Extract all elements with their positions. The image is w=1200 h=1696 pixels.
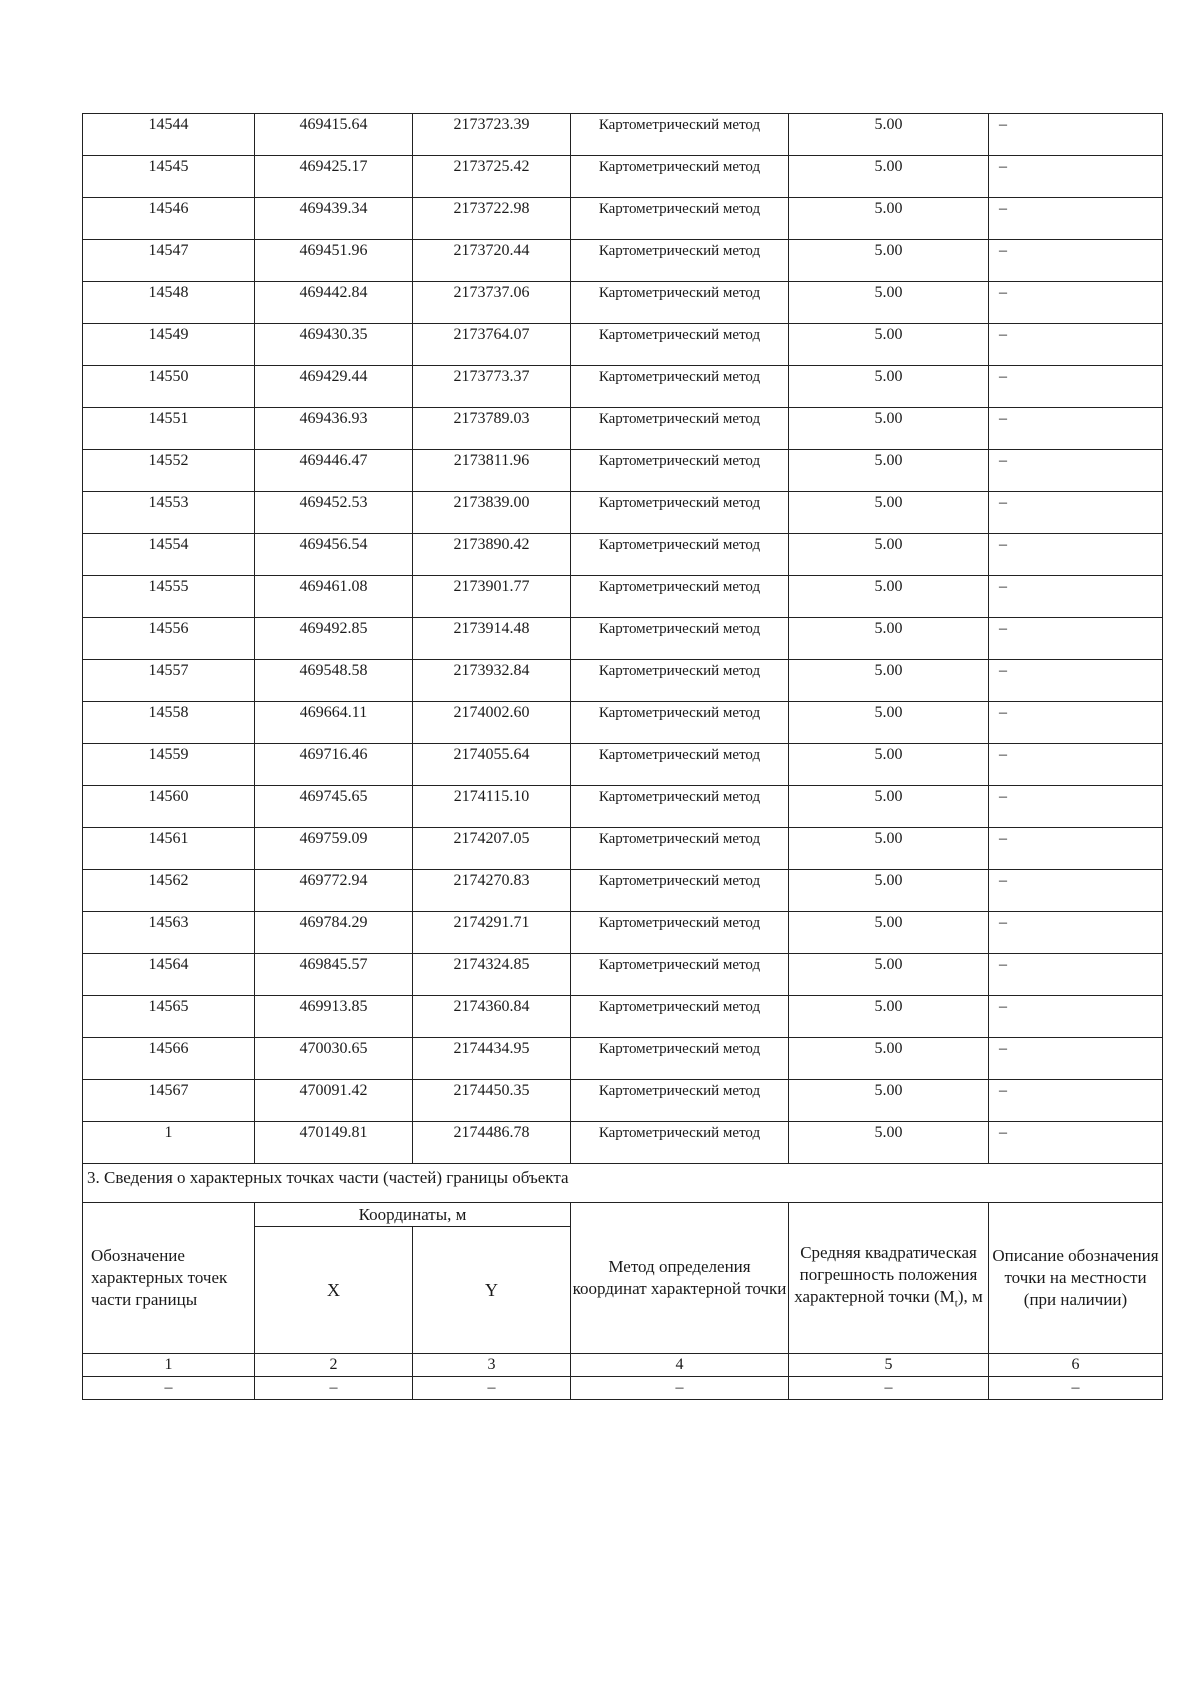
error-cell: 5.00 bbox=[874, 368, 903, 385]
point-id-cell: 14566 bbox=[148, 1040, 189, 1057]
error-cell: 5.00 bbox=[874, 956, 903, 973]
method-cell: Картометрический метод bbox=[598, 243, 761, 259]
y-coordinate-cell: 2173764.07 bbox=[453, 326, 530, 343]
empty-cell: – bbox=[571, 1377, 789, 1400]
method-cell: Картометрический метод bbox=[598, 201, 761, 217]
x-coordinate-cell: 469456.54 bbox=[299, 536, 368, 553]
error-cell: 5.00 bbox=[874, 116, 903, 133]
y-coordinate-cell: 2173932.84 bbox=[453, 662, 530, 679]
error-cell: 5.00 bbox=[874, 704, 903, 721]
description-cell: – bbox=[999, 872, 1007, 889]
description-cell: – bbox=[999, 410, 1007, 427]
x-coordinate-cell: 469664.11 bbox=[299, 704, 368, 721]
x-coordinate-cell: 469845.57 bbox=[299, 956, 368, 973]
method-cell: Картометрический метод bbox=[598, 285, 761, 301]
description-cell: – bbox=[999, 284, 1007, 301]
description-cell: – bbox=[999, 1082, 1007, 1099]
header-x: X bbox=[255, 1227, 413, 1354]
point-id-cell: 14567 bbox=[148, 1082, 189, 1099]
method-cell: Картометрический метод bbox=[598, 747, 761, 763]
method-cell: Картометрический метод bbox=[598, 453, 761, 469]
point-id-cell: 14544 bbox=[148, 116, 189, 133]
x-coordinate-cell: 469716.46 bbox=[299, 746, 368, 763]
error-cell: 5.00 bbox=[874, 1040, 903, 1057]
empty-cell: – bbox=[789, 1377, 989, 1400]
method-cell: Картометрический метод bbox=[598, 495, 761, 511]
table-row bbox=[83, 954, 1163, 996]
point-id-cell: 1 bbox=[164, 1124, 173, 1141]
description-cell: – bbox=[999, 662, 1007, 679]
x-coordinate-cell: 469784.29 bbox=[299, 914, 368, 931]
point-id-cell: 14552 bbox=[148, 452, 189, 469]
table-row bbox=[83, 618, 1163, 660]
description-cell: – bbox=[999, 620, 1007, 637]
table-row bbox=[83, 366, 1163, 408]
y-coordinate-cell: 2174450.35 bbox=[453, 1082, 530, 1099]
point-id-cell: 14562 bbox=[148, 872, 189, 889]
method-cell: Картометрический метод bbox=[598, 915, 761, 931]
table-row bbox=[83, 744, 1163, 786]
y-coordinate-cell: 2174291.71 bbox=[453, 914, 530, 931]
method-cell: Картометрический метод bbox=[598, 1083, 761, 1099]
error-cell: 5.00 bbox=[874, 326, 903, 343]
empty-cell: – bbox=[413, 1377, 571, 1400]
y-coordinate-cell: 2173789.03 bbox=[453, 410, 530, 427]
boundary-points-table bbox=[82, 113, 1163, 1400]
description-cell: – bbox=[999, 158, 1007, 175]
point-id-cell: 14551 bbox=[148, 410, 189, 427]
description-cell: – bbox=[999, 536, 1007, 553]
x-coordinate-cell: 469492.85 bbox=[299, 620, 368, 637]
empty-cell: – bbox=[83, 1377, 255, 1400]
description-cell: – bbox=[999, 578, 1007, 595]
table-row bbox=[83, 828, 1163, 870]
y-coordinate-cell: 2173839.00 bbox=[453, 494, 530, 511]
header-error: Средняя квадратическая погрешность положения характерной точки $(M_t)$, м bbox=[789, 1203, 989, 1354]
error-cell: 5.00 bbox=[874, 494, 903, 511]
document-sheet bbox=[82, 113, 1162, 1400]
column-number: 5 bbox=[789, 1354, 989, 1377]
error-cell: 5.00 bbox=[874, 746, 903, 763]
description-cell: – bbox=[999, 200, 1007, 217]
method-cell: Картометрический метод bbox=[598, 621, 761, 637]
column-numbers-row bbox=[83, 1354, 1163, 1377]
y-coordinate-cell: 2173811.96 bbox=[453, 452, 530, 469]
x-coordinate-cell: 469759.09 bbox=[299, 830, 368, 847]
point-id-cell: 14556 bbox=[148, 620, 189, 637]
x-coordinate-cell: 469451.96 bbox=[299, 242, 368, 259]
x-coordinate-cell: 469548.58 bbox=[299, 662, 368, 679]
section-3 bbox=[83, 1164, 1163, 1400]
point-id-cell: 14549 bbox=[148, 326, 189, 343]
description-cell: – bbox=[999, 242, 1007, 259]
method-cell: Картометрический метод bbox=[598, 873, 761, 889]
point-id-cell: 14547 bbox=[148, 242, 189, 259]
point-id-cell: 14550 bbox=[148, 368, 189, 385]
table-row bbox=[83, 660, 1163, 702]
header-designation: Обозначение характерных точек части границы bbox=[83, 1203, 255, 1354]
table-row bbox=[83, 1080, 1163, 1122]
description-cell: – bbox=[999, 326, 1007, 343]
method-cell: Картометрический метод bbox=[598, 957, 761, 973]
table-row bbox=[83, 240, 1163, 282]
method-cell: Картометрический метод bbox=[598, 999, 761, 1015]
table-row bbox=[83, 1038, 1163, 1080]
error-cell: 5.00 bbox=[874, 536, 903, 553]
error-cell: 5.00 bbox=[874, 200, 903, 217]
y-coordinate-cell: 2173722.98 bbox=[453, 200, 530, 217]
x-coordinate-cell: 469446.47 bbox=[299, 452, 368, 469]
point-id-cell: 14561 bbox=[148, 830, 189, 847]
y-coordinate-cell: 2174207.05 bbox=[453, 830, 530, 847]
error-cell: 5.00 bbox=[874, 452, 903, 469]
error-cell: 5.00 bbox=[874, 1124, 903, 1141]
table-row bbox=[83, 870, 1163, 912]
description-cell: – bbox=[999, 956, 1007, 973]
point-id-cell: 14564 bbox=[148, 956, 189, 973]
description-cell: – bbox=[999, 1040, 1007, 1057]
y-coordinate-cell: 2173720.44 bbox=[453, 242, 530, 259]
x-coordinate-cell: 470091.42 bbox=[299, 1082, 368, 1099]
error-cell: 5.00 bbox=[874, 242, 903, 259]
x-coordinate-cell: 469430.35 bbox=[299, 326, 368, 343]
y-coordinate-cell: 2173773.37 bbox=[453, 368, 530, 385]
y-coordinate-cell: 2174486.78 bbox=[453, 1124, 530, 1141]
section-3-title: 3. Сведения о характерных точках части (частей) границы объекта bbox=[87, 1168, 569, 1187]
column-number: 6 bbox=[989, 1354, 1163, 1377]
method-cell: Картометрический метод bbox=[598, 663, 761, 679]
table-row bbox=[83, 408, 1163, 450]
table-row bbox=[83, 912, 1163, 954]
y-coordinate-cell: 2174055.64 bbox=[453, 746, 530, 763]
table-row bbox=[83, 156, 1163, 198]
table-row bbox=[83, 576, 1163, 618]
error-cell: 5.00 bbox=[874, 914, 903, 931]
method-cell: Картометрический метод bbox=[598, 1125, 761, 1141]
description-cell: – bbox=[999, 494, 1007, 511]
point-id-cell: 14563 bbox=[148, 914, 189, 931]
method-cell: Картометрический метод bbox=[598, 789, 761, 805]
method-cell: Картометрический метод bbox=[598, 369, 761, 385]
x-coordinate-cell: 469745.65 bbox=[299, 788, 368, 805]
table-row bbox=[83, 786, 1163, 828]
point-id-cell: 14565 bbox=[148, 998, 189, 1015]
table-row bbox=[83, 324, 1163, 366]
error-cell: 5.00 bbox=[874, 410, 903, 427]
y-coordinate-cell: 2174115.10 bbox=[453, 788, 530, 805]
header-description: Описание обозначения точки на местности (при наличии) bbox=[989, 1203, 1163, 1354]
header-coordinates: Координаты, м bbox=[358, 1205, 467, 1224]
table-row bbox=[83, 450, 1163, 492]
method-cell: Картометрический метод bbox=[598, 579, 761, 595]
method-cell: Картометрический метод bbox=[598, 411, 761, 427]
description-cell: – bbox=[999, 788, 1007, 805]
y-coordinate-cell: 2173890.42 bbox=[453, 536, 530, 553]
point-id-cell: 14558 bbox=[148, 704, 189, 721]
method-cell: Картометрический метод bbox=[598, 831, 761, 847]
table-row bbox=[83, 492, 1163, 534]
x-coordinate-cell: 469913.85 bbox=[299, 998, 368, 1015]
description-cell: – bbox=[999, 1124, 1007, 1141]
column-number: 3 bbox=[413, 1354, 571, 1377]
x-coordinate-cell: 469429.44 bbox=[299, 368, 368, 385]
method-cell: Картометрический метод bbox=[598, 117, 761, 133]
x-coordinate-cell: 469452.53 bbox=[299, 494, 368, 511]
error-cell: 5.00 bbox=[874, 872, 903, 889]
point-id-cell: 14546 bbox=[148, 200, 189, 217]
table-row bbox=[83, 996, 1163, 1038]
y-coordinate-cell: 2173914.48 bbox=[453, 620, 530, 637]
point-id-cell: 14560 bbox=[148, 788, 189, 805]
column-number: 4 bbox=[571, 1354, 789, 1377]
x-coordinate-cell: 469425.17 bbox=[299, 158, 368, 175]
error-cell: 5.00 bbox=[874, 788, 903, 805]
table-row bbox=[83, 198, 1163, 240]
y-coordinate-cell: 2174002.60 bbox=[453, 704, 530, 721]
method-cell: Картометрический метод bbox=[598, 537, 761, 553]
y-coordinate-cell: 2174434.95 bbox=[453, 1040, 530, 1057]
table-row bbox=[83, 282, 1163, 324]
method-cell: Картометрический метод bbox=[598, 705, 761, 721]
description-cell: – bbox=[999, 704, 1007, 721]
point-id-cell: 14555 bbox=[148, 578, 189, 595]
points-table-body bbox=[83, 114, 1163, 1164]
description-cell: – bbox=[999, 914, 1007, 931]
empty-cell: – bbox=[989, 1377, 1163, 1400]
method-cell: Картометрический метод bbox=[598, 159, 761, 175]
y-coordinate-cell: 2173901.77 bbox=[453, 578, 530, 595]
table-row bbox=[83, 534, 1163, 576]
method-cell: Картометрический метод bbox=[598, 327, 761, 343]
description-cell: – bbox=[999, 830, 1007, 847]
y-coordinate-cell: 2173723.39 bbox=[453, 116, 530, 133]
error-cell: 5.00 bbox=[874, 284, 903, 301]
column-number: 2 bbox=[255, 1354, 413, 1377]
point-id-cell: 14557 bbox=[148, 662, 189, 679]
point-id-cell: 14554 bbox=[148, 536, 189, 553]
section-3-header-row bbox=[83, 1203, 1163, 1227]
point-id-cell: 14548 bbox=[148, 284, 189, 301]
table-row bbox=[83, 1122, 1163, 1164]
description-cell: – bbox=[999, 452, 1007, 469]
error-cell: 5.00 bbox=[874, 578, 903, 595]
error-cell: 5.00 bbox=[874, 662, 903, 679]
x-coordinate-cell: 469461.08 bbox=[299, 578, 368, 595]
error-cell: 5.00 bbox=[874, 158, 903, 175]
method-cell: Картометрический метод bbox=[598, 1041, 761, 1057]
x-coordinate-cell: 469442.84 bbox=[299, 284, 368, 301]
point-id-cell: 14559 bbox=[148, 746, 189, 763]
empty-data-row bbox=[83, 1377, 1163, 1400]
section-3-title-row bbox=[83, 1164, 1163, 1203]
header-y: Y bbox=[413, 1227, 571, 1354]
y-coordinate-cell: 2174270.83 bbox=[453, 872, 530, 889]
error-cell: 5.00 bbox=[874, 1082, 903, 1099]
description-cell: – bbox=[999, 998, 1007, 1015]
error-cell: 5.00 bbox=[874, 620, 903, 637]
description-cell: – bbox=[999, 116, 1007, 133]
point-id-cell: 14553 bbox=[148, 494, 189, 511]
x-coordinate-cell: 469436.93 bbox=[299, 410, 368, 427]
empty-cell: – bbox=[255, 1377, 413, 1400]
x-coordinate-cell: 470149.81 bbox=[299, 1124, 368, 1141]
x-coordinate-cell: 469415.64 bbox=[299, 116, 368, 133]
x-coordinate-cell: 469439.34 bbox=[299, 200, 368, 217]
table-row bbox=[83, 114, 1163, 156]
error-cell: 5.00 bbox=[874, 830, 903, 847]
description-cell: – bbox=[999, 368, 1007, 385]
column-number: 1 bbox=[83, 1354, 255, 1377]
x-coordinate-cell: 469772.94 bbox=[299, 872, 368, 889]
error-cell: 5.00 bbox=[874, 998, 903, 1015]
y-coordinate-cell: 2173737.06 bbox=[453, 284, 530, 301]
y-coordinate-cell: 2174360.84 bbox=[453, 998, 530, 1015]
x-coordinate-cell: 470030.65 bbox=[299, 1040, 368, 1057]
header-method: Метод определения координат характерной точки bbox=[571, 1203, 789, 1354]
y-coordinate-cell: 2173725.42 bbox=[453, 158, 530, 175]
table-row bbox=[83, 702, 1163, 744]
point-id-cell: 14545 bbox=[148, 158, 189, 175]
y-coordinate-cell: 2174324.85 bbox=[453, 956, 530, 973]
description-cell: – bbox=[999, 746, 1007, 763]
